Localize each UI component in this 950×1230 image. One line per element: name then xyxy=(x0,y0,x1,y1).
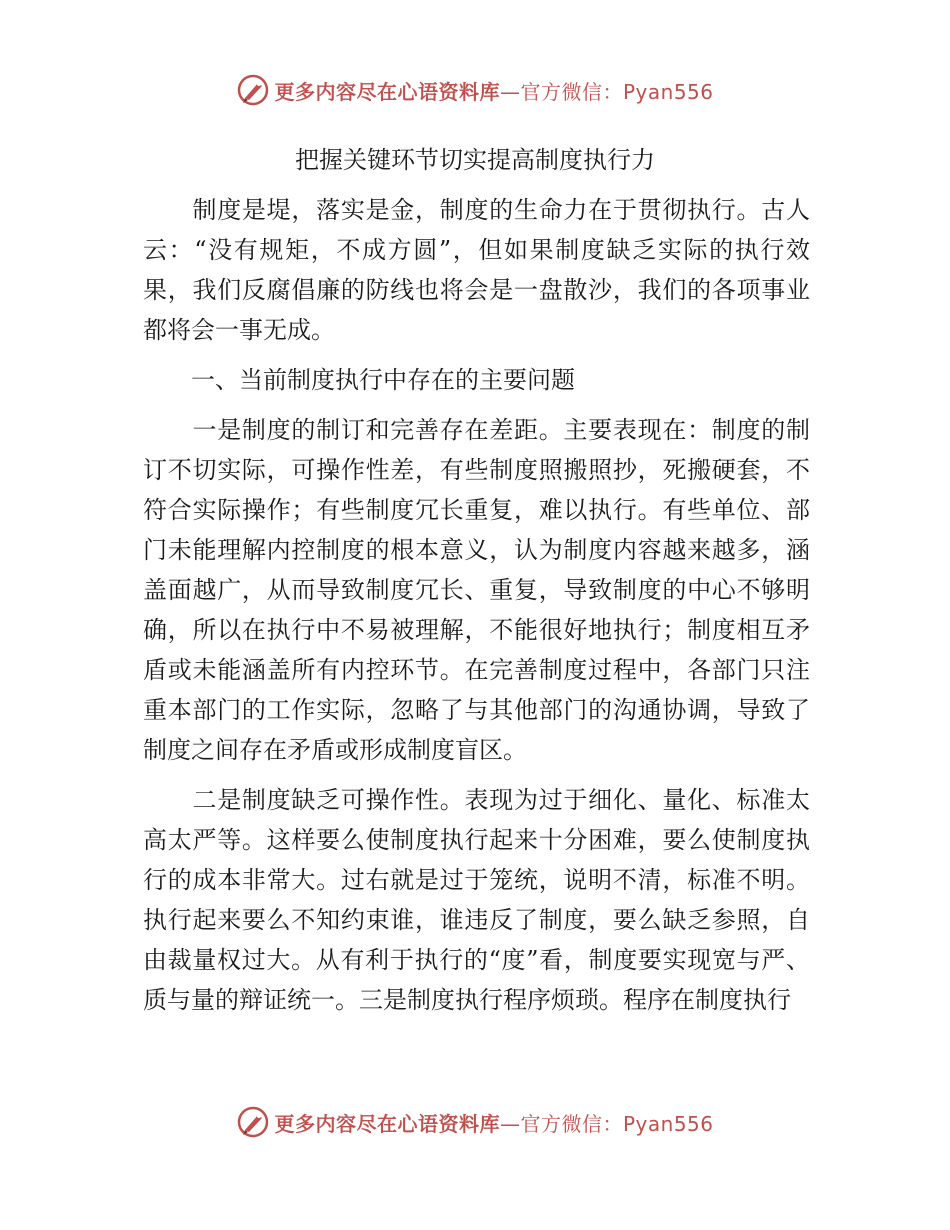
document-title: 把握关键环节切实提高制度执行力 xyxy=(295,146,655,174)
text-line: 盾或未能涵盖所有内控环节。在完善制度过程中，各部门只注 xyxy=(143,656,810,684)
watermark-text xyxy=(274,1108,713,1137)
text-line: 由裁量权过大。从有利于执行的“度”看，制度要实现宽与严、 xyxy=(143,946,810,974)
text-line: 行的成本非常大。过右就是过于笼统，说明不清，标准不明。 xyxy=(143,866,810,894)
watermark-text xyxy=(274,76,713,105)
watermark-dash: — xyxy=(499,79,521,104)
text-line: 制度是堤，落实是金，制度的生命力在于贯彻执行。古人 xyxy=(143,196,810,224)
text-line: 二是制度缺乏可操作性。表现为过于细化、量化、标准太 xyxy=(143,786,810,814)
text-line: 制度之间存在矛盾或形成制度盲区。 xyxy=(143,736,527,764)
text-line: 一是制度的制订和完善存在差距。主要表现在：制度的制 xyxy=(143,416,810,444)
text-line: 质与量的辩证统一。三是制度执行程序烦琐。程序在制度执行 xyxy=(143,986,791,1014)
pen-logo-icon xyxy=(236,1105,270,1139)
text-line: 云：“没有规矩，不成方圆”，但如果制度缺乏实际的执行效 xyxy=(143,236,810,264)
text-line: 订不切实际，可操作性差，有些制度照搬照抄，死搬硬套，不 xyxy=(143,456,810,484)
watermark-account: Pyan556 xyxy=(622,79,714,104)
text-line: 盖面越广，从而导致制度冗长、重复，导致制度的中心不够明 xyxy=(143,576,810,604)
text-line: 确，所以在执行中不易被理解，不能很好地执行；制度相互矛 xyxy=(143,616,810,644)
watermark-brand: 更多内容尽在心语资料库 xyxy=(274,1111,500,1136)
text-line: 符合实际操作；有些制度冗长重复，难以执行。有些单位、部 xyxy=(143,496,810,524)
paragraph xyxy=(143,780,810,1020)
text-line: 重本部门的工作实际，忽略了与其他部门的沟通协调，导致了 xyxy=(143,696,810,724)
text-line: 执行起来要么不知约束谁，谁违反了制度，要么缺乏参照，自 xyxy=(143,906,810,934)
text-line: 门未能理解内控制度的根本意义，认为制度内容越来越多，涵 xyxy=(143,536,810,564)
paragraph xyxy=(143,410,810,770)
watermark-brand: 更多内容尽在心语资料库 xyxy=(274,79,500,104)
text-line: 一、当前制度执行中存在的主要问题 xyxy=(143,366,575,394)
pen-logo-icon xyxy=(236,73,270,107)
text-line: 高太严等。这样要么使制度执行起来十分困难，要么使制度执 xyxy=(143,826,810,854)
text-line: 都将会一事无成。 xyxy=(143,316,335,344)
document-body xyxy=(143,190,810,1030)
watermark-dash: — xyxy=(499,1111,521,1136)
watermark-account: Pyan556 xyxy=(622,1111,714,1136)
watermark-header xyxy=(0,70,950,110)
text-line: 果，我们反腐倡廉的防线也将会是一盘散沙，我们的各项事业 xyxy=(143,276,810,304)
watermark-footer xyxy=(0,1102,950,1142)
watermark-label: 官方微信： xyxy=(520,1111,623,1136)
paragraph xyxy=(143,360,810,400)
paragraph xyxy=(143,190,810,350)
watermark-label: 官方微信： xyxy=(520,79,623,104)
